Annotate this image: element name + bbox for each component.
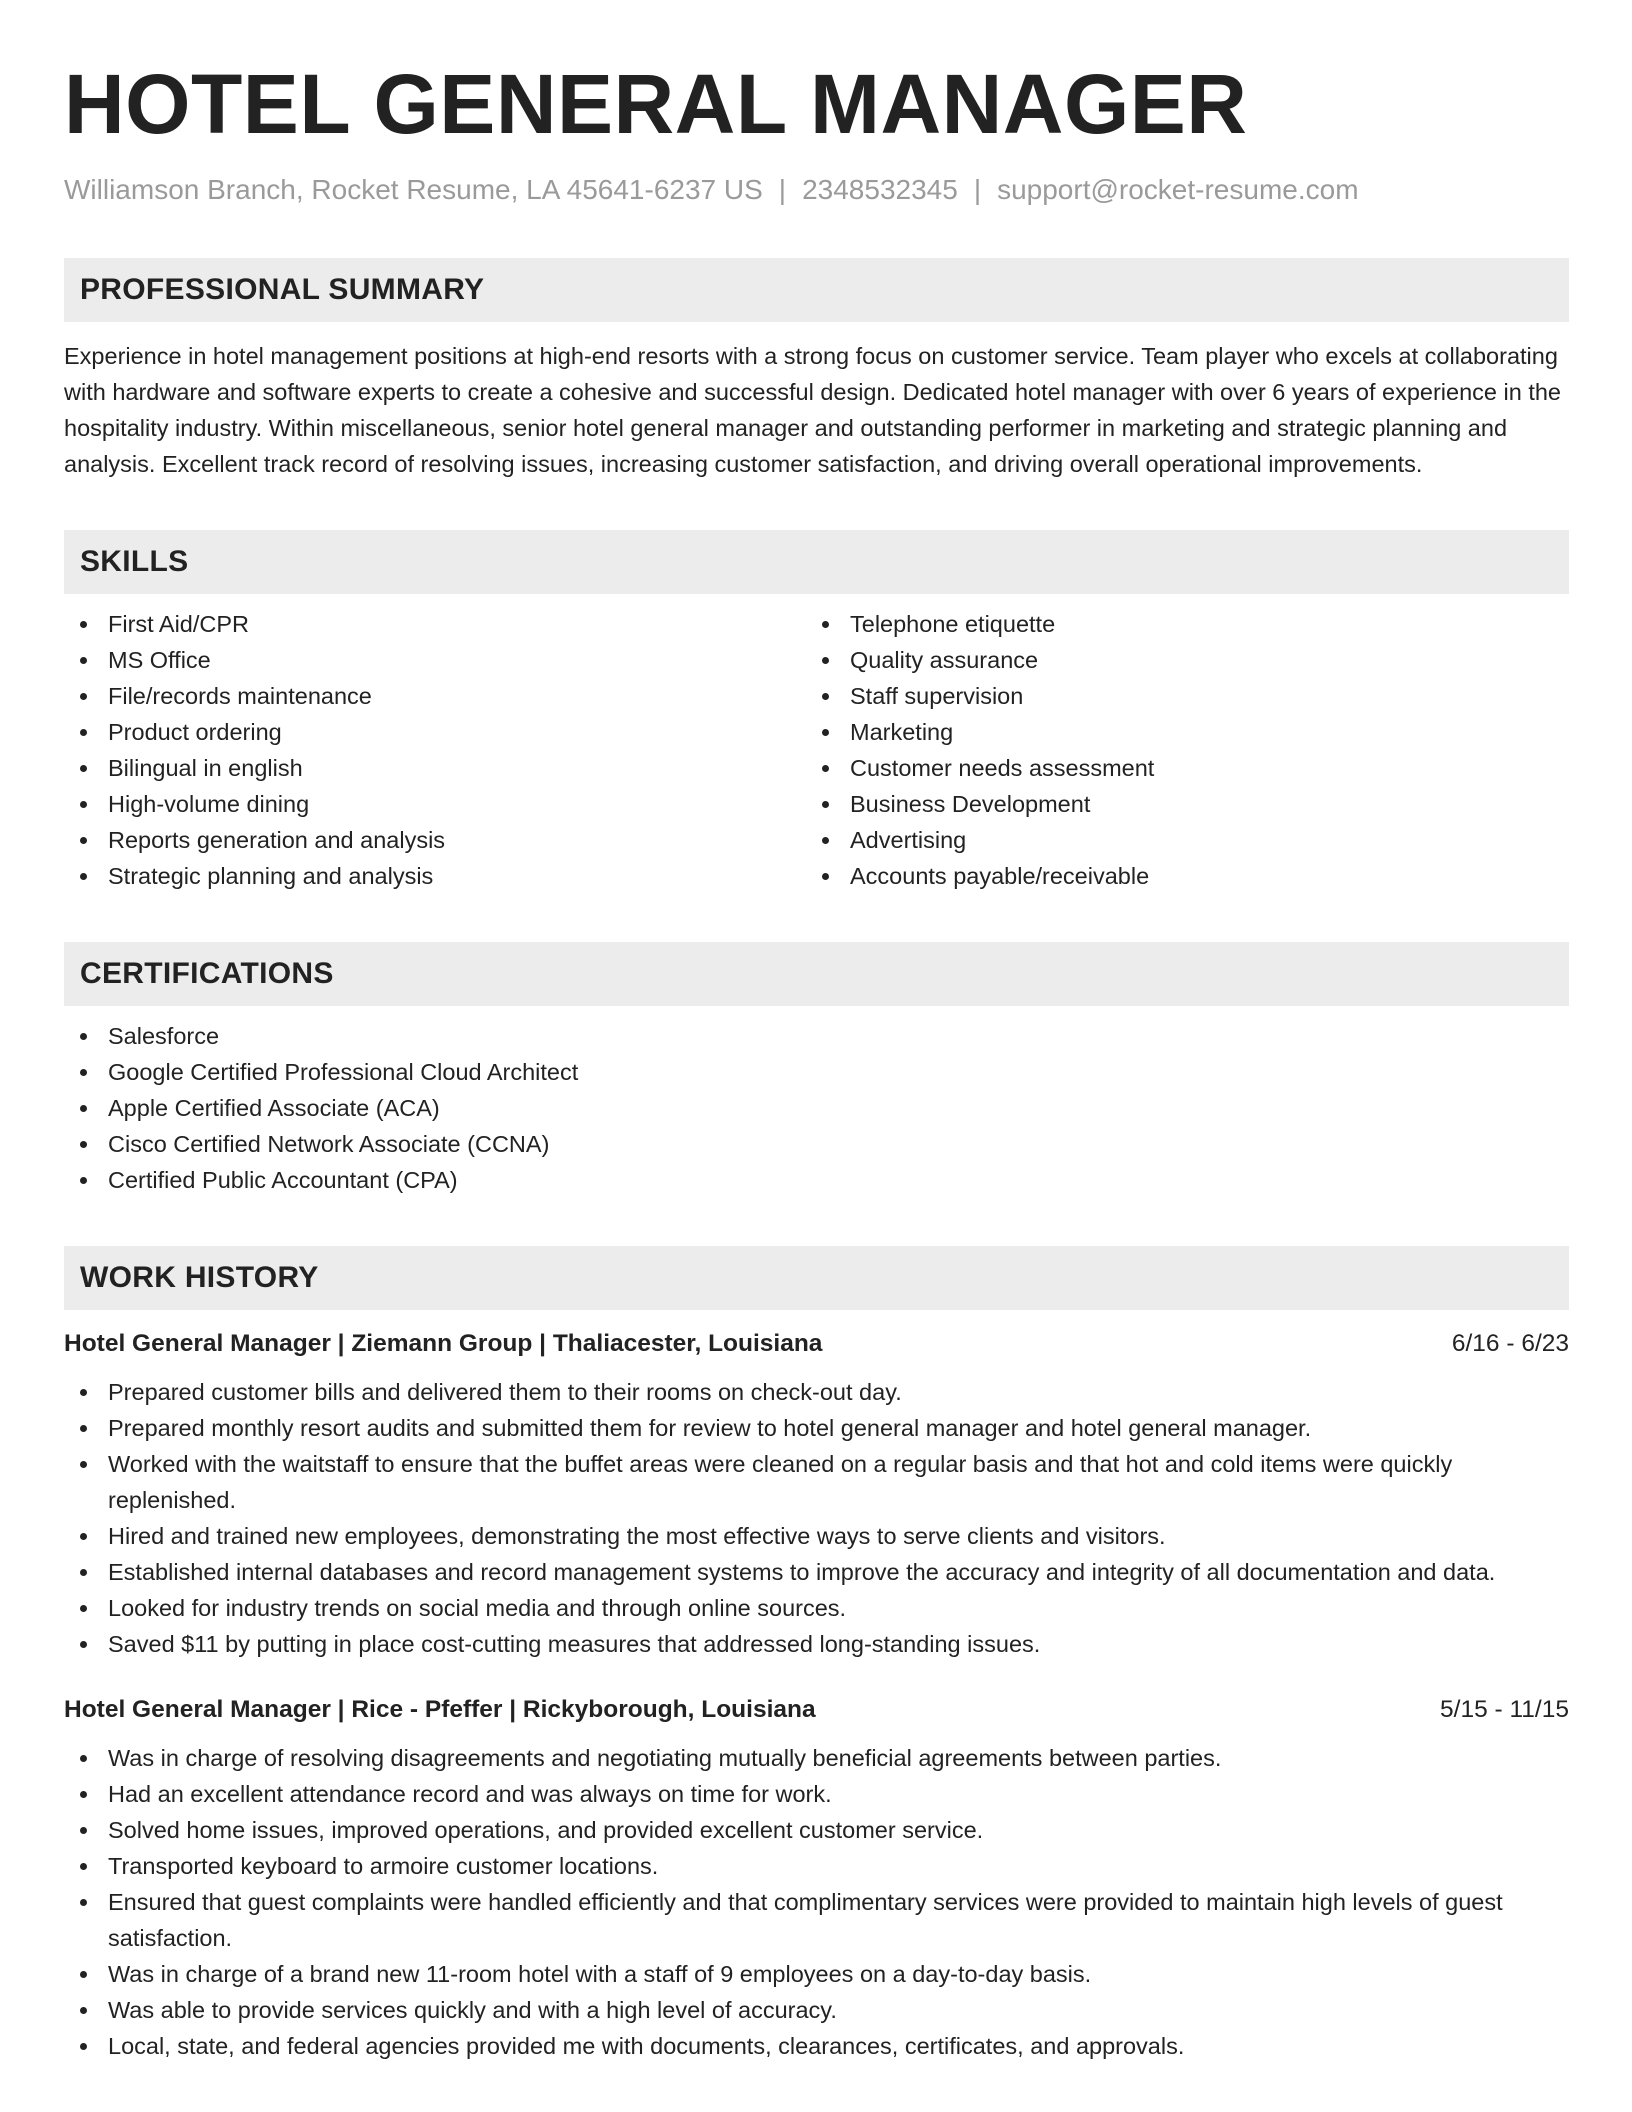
contact-separator: | bbox=[973, 174, 982, 205]
job-bullet: Solved home issues, improved operations, and provided excellent customer service. bbox=[64, 1812, 1569, 1848]
skills-grid bbox=[64, 606, 1569, 894]
skill-item: Strategic planning and analysis bbox=[64, 858, 806, 894]
job-bullet: Was able to provide services quickly and with a high level of accuracy. bbox=[64, 1992, 1569, 2028]
contact-email: support@rocket-resume.com bbox=[997, 174, 1359, 205]
job-bullet: Was in charge of resolving disagreements and negotiating mutually beneficial agreements between parties. bbox=[64, 1740, 1569, 1776]
certification-item: Certified Public Accountant (CPA) bbox=[64, 1162, 1569, 1198]
contact-address: Williamson Branch, Rocket Resume, LA 45641-6237 US bbox=[64, 174, 763, 205]
skills-column-right bbox=[806, 606, 1548, 894]
job-dates: 6/16 - 6/23 bbox=[1451, 1330, 1569, 1357]
job-bullet: Hired and trained new employees, demonstrating the most effective ways to serve clients and visitors. bbox=[64, 1518, 1569, 1554]
skill-item: Customer needs assessment bbox=[806, 750, 1548, 786]
contact-separator: | bbox=[778, 174, 787, 205]
job-bullet: Was in charge of a brand new 11-room hotel with a staff of 9 employees on a day-to-day basis. bbox=[64, 1956, 1569, 1992]
certification-item: Cisco Certified Network Associate (CCNA) bbox=[64, 1126, 1569, 1162]
section-heading-work-history: WORK HISTORY bbox=[64, 1246, 1569, 1310]
skills-list-left bbox=[64, 606, 806, 894]
job-header bbox=[64, 1692, 1569, 1728]
skill-item: Bilingual in english bbox=[64, 750, 806, 786]
summary-text: Experience in hotel management positions at high-end resorts with a strong focus on customer service. Team player who excels at collaborating with hardware and software experts to create a cohesive and successful design. Dedicated hotel manager with over 6 years of experience in the hospitality industry. Within miscellaneous, senior hotel general manager and outstanding performer in marketing and strategic planning and analysis. Excellent track record of resolving issues, increasing customer satisfaction, and driving overall operational improvements. bbox=[64, 343, 1562, 477]
skill-item: Accounts payable/receivable bbox=[806, 858, 1548, 894]
job-bullet: Worked with the waitstaff to ensure that the buffet areas were cleaned on a regular basis and that hot and cold items were quickly replenished. bbox=[64, 1446, 1569, 1518]
job-bullet: Established internal databases and record management systems to improve the accuracy and integrity of all documentation and data. bbox=[64, 1554, 1569, 1590]
skill-item: Quality assurance bbox=[806, 642, 1548, 678]
skills-list-right bbox=[806, 606, 1548, 894]
certifications-list bbox=[64, 1018, 1569, 1198]
section-heading-summary: PROFESSIONAL SUMMARY bbox=[64, 258, 1569, 322]
skill-item: Product ordering bbox=[64, 714, 806, 750]
job-dates: 5/15 - 11/15 bbox=[1440, 1696, 1569, 1723]
candidate-name: HOTEL GENERAL MANAGER bbox=[64, 57, 1248, 151]
skill-item: First Aid/CPR bbox=[64, 606, 806, 642]
job-header bbox=[64, 1326, 1569, 1362]
skill-item: Reports generation and analysis bbox=[64, 822, 806, 858]
skill-item: Business Development bbox=[806, 786, 1548, 822]
job-bullet: Prepared customer bills and delivered them to their rooms on check-out day. bbox=[64, 1374, 1569, 1410]
job-bullet: Had an excellent attendance record and was always on time for work. bbox=[64, 1776, 1569, 1812]
skill-item: File/records maintenance bbox=[64, 678, 806, 714]
skill-item: High-volume dining bbox=[64, 786, 806, 822]
section-heading-skills: SKILLS bbox=[64, 530, 1569, 594]
job-bullets bbox=[64, 1374, 1569, 1662]
contact-phone: 2348532345 bbox=[802, 174, 958, 205]
skill-item: Staff supervision bbox=[806, 678, 1548, 714]
job-bullet: Local, state, and federal agencies provided me with documents, clearances, certificates, and approvals. bbox=[64, 2028, 1569, 2064]
job-bullets bbox=[64, 1740, 1569, 2064]
skill-item: MS Office bbox=[64, 642, 806, 678]
skill-item: Telephone etiquette bbox=[806, 606, 1548, 642]
certification-item: Google Certified Professional Cloud Architect bbox=[64, 1054, 1569, 1090]
job-bullet: Ensured that guest complaints were handled efficiently and that complimentary services were provided to maintain high levels of guest satisfaction. bbox=[64, 1884, 1569, 1956]
job-bullet: Looked for industry trends on social media and through online sources. bbox=[64, 1590, 1569, 1626]
section-heading-certifications: CERTIFICATIONS bbox=[64, 942, 1569, 1006]
job-bullet: Transported keyboard to armoire customer locations. bbox=[64, 1848, 1569, 1884]
skill-item: Marketing bbox=[806, 714, 1548, 750]
certification-item: Salesforce bbox=[64, 1018, 1569, 1054]
certification-item: Apple Certified Associate (ACA) bbox=[64, 1090, 1569, 1126]
job-bullet: Saved $11 by putting in place cost-cutting measures that addressed long-standing issues. bbox=[64, 1626, 1569, 1662]
skills-column-left bbox=[64, 606, 806, 894]
job-title: Hotel General Manager | Rice - Pfeffer | Rickyborough, Louisiana bbox=[64, 1696, 816, 1723]
job-bullet: Prepared monthly resort audits and submitted them for review to hotel general manager and hotel general manager. bbox=[64, 1410, 1569, 1446]
job-title: Hotel General Manager | Ziemann Group | Thaliacester, Louisiana bbox=[64, 1330, 823, 1357]
contact-line bbox=[64, 172, 1569, 208]
skill-item: Advertising bbox=[806, 822, 1548, 858]
